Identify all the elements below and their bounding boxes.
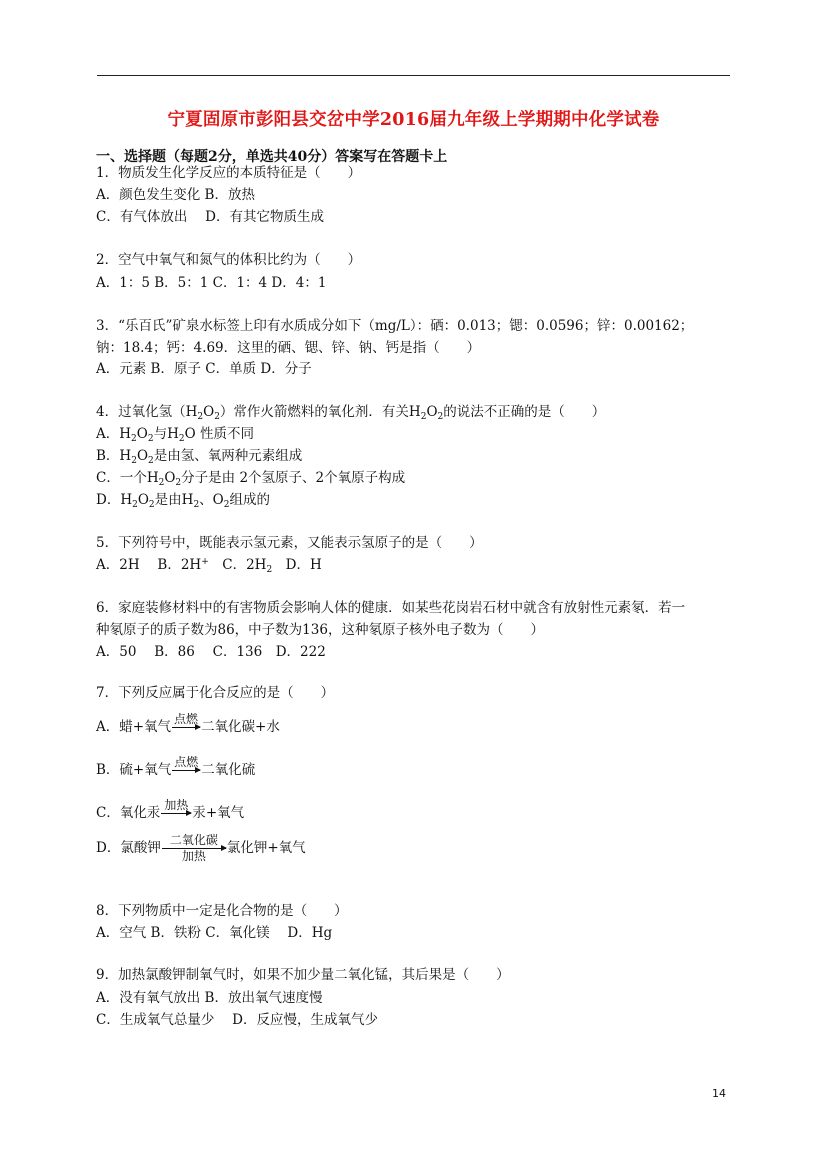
question-3-options: A．元素 B．原子 C．单质 D．分子 [96, 361, 312, 377]
text: 二氧化硫 [201, 762, 256, 778]
question-8-options: A．空气 B．铁粉 C．氧化镁 D．Hg [96, 925, 333, 941]
text: C．2H [208, 557, 267, 573]
question-5-options [96, 555, 322, 577]
text: 分子是由 2个氢原子、2个氧原子构成 [181, 470, 406, 486]
question-3-stem-line1: 3．“乐百氏”矿泉水标签上印有水质成分如下（mg/L）：硒：0.013；锶：0.0596；锌：0.00162； [96, 318, 694, 334]
subscript: 2 [420, 412, 427, 422]
question-7-stem: 7．下列反应属于化合反应的是（ ） [96, 685, 335, 701]
subscript: 2 [131, 456, 137, 466]
text: B．硫+氧气 [96, 762, 172, 778]
question-7-option-c [96, 799, 244, 828]
reaction-condition-bottom: 加热 [181, 849, 206, 863]
subscript: 2 [214, 412, 220, 422]
text: O [136, 448, 149, 464]
text: D．H [96, 492, 133, 508]
subscript: 2 [223, 500, 230, 510]
text: 汞+氧气 [192, 805, 245, 821]
section-heading: 一、选择题（每题2分，单选共40分）答案写在答题卡上 [96, 149, 448, 165]
text: 氯化钾+氧气 [226, 840, 306, 856]
text: A．H [96, 426, 132, 442]
question-6-options: A．50 B．86 C．136 D．222 [96, 644, 326, 660]
question-7-option-a [96, 713, 280, 742]
spacer [172, 772, 200, 785]
question-8-stem: 8．下列物质中一定是化合物的是（ ） [96, 903, 348, 919]
arrow-icon [172, 770, 200, 771]
text: 组成的 [229, 492, 270, 508]
question-9-options-ab: A．没有氧气放出 B．放出氧气速度慢 [96, 990, 323, 1006]
text: O [203, 404, 215, 420]
text: 、O [199, 492, 224, 508]
subscript: 2 [178, 434, 185, 444]
reaction-condition: 加热 [164, 798, 189, 812]
subscript: 2 [193, 500, 200, 510]
question-4-stem [96, 402, 605, 424]
question-9-options-cd: C．生成氧气总量少 D．反应慢，生成氧气少 [96, 1012, 378, 1028]
subscript: 2 [437, 412, 444, 422]
question-7-option-b [96, 756, 255, 785]
question-2-options: A．1：5 B．5：1 C．1：4 D．4：1 [96, 275, 327, 291]
arrow-icon [162, 848, 226, 849]
superscript: + [201, 557, 209, 567]
question-4-option-c [96, 468, 405, 490]
question-7-option-d [96, 834, 306, 863]
subscript: 2 [266, 565, 273, 575]
arrow-icon [161, 813, 191, 814]
text: O [137, 492, 149, 508]
header-rule [97, 75, 730, 76]
subscript: 2 [158, 478, 165, 488]
text: B．H [96, 448, 132, 464]
page-number: 14 [712, 1087, 726, 1100]
spacer [172, 729, 200, 742]
question-1-stem: 1．物质发生化学反应的本质特征是（ ） [96, 165, 362, 181]
text: D．氯酸钾 [96, 840, 161, 856]
text: O 性质不同 [184, 426, 254, 442]
question-1-options-ab: A．颜色发生变化 B．放热 [96, 187, 255, 203]
subscript: 2 [131, 434, 137, 444]
question-3-stem-line2: 钠：18.4；钙：4.69．这里的硒、锶、锌、钠、钙是指（ ） [96, 340, 481, 356]
subscript: 2 [132, 500, 138, 510]
question-9-stem: 9．加热氯酸钾制氧气时，如果不加少量二氧化锰，其后果是（ ） [96, 967, 510, 983]
subscript: 2 [148, 500, 155, 510]
text: C．氧化汞 [96, 805, 161, 821]
reaction-arrow [162, 834, 226, 863]
reaction-condition: 点燃 [174, 755, 199, 769]
text: 的说法不正确的是（ ） [443, 404, 606, 420]
reaction-arrow [172, 713, 200, 742]
text: D．H [272, 557, 322, 573]
text: O [164, 470, 176, 486]
question-6-stem-line1: 6．家庭装修材料中的有害物质会影响人体的健康．如某些花岗岩石材中就含有放射性元素氡．若一 [96, 600, 686, 616]
text: 4．过氧化氢（H [96, 404, 198, 420]
text: C．一个H [96, 470, 159, 486]
arrow-icon [172, 727, 200, 728]
question-5-stem: 5．下列符号中，既能表示氢元素，又能表示氢原子的是（ ） [96, 535, 483, 551]
question-1-options-cd: C．有气体放出 D．有其它物质生成 [96, 209, 324, 225]
reaction-condition: 点燃 [174, 712, 199, 726]
page-title: 宁夏固原市彭阳县交岔中学2016届九年级上学期期中化学试卷 [167, 110, 660, 130]
question-2-stem: 2．空气中氧气和氮气的体积比约为（ ） [96, 252, 362, 268]
text: A．蜡+氧气 [96, 719, 172, 735]
subscript: 2 [147, 434, 154, 444]
text: 与H [153, 426, 179, 442]
text: ）常作火箭燃料的氧化剂．有关H [219, 404, 421, 420]
text: O [426, 404, 438, 420]
reaction-arrow [172, 756, 200, 785]
question-4-option-d [96, 490, 270, 512]
text: A．2H B．2H [96, 557, 202, 573]
question-6-stem-line2: 种氡原子的质子数为86，中子数为136，这种氡原子核外电子数为（ ） [96, 622, 544, 638]
subscript: 2 [197, 412, 204, 422]
spacer [161, 815, 191, 828]
text: 二氧化碳+水 [201, 719, 280, 735]
reaction-condition-top: 二氧化碳 [169, 833, 218, 847]
reaction-arrow [161, 799, 191, 828]
text: 是由氢、氧两种元素组成 [153, 448, 303, 464]
text: O [136, 426, 148, 442]
subscript: 2 [175, 478, 182, 488]
question-4-option-a [96, 424, 254, 446]
question-4-option-b [96, 446, 302, 468]
subscript: 2 [148, 456, 154, 466]
text: 是由H [154, 492, 194, 508]
